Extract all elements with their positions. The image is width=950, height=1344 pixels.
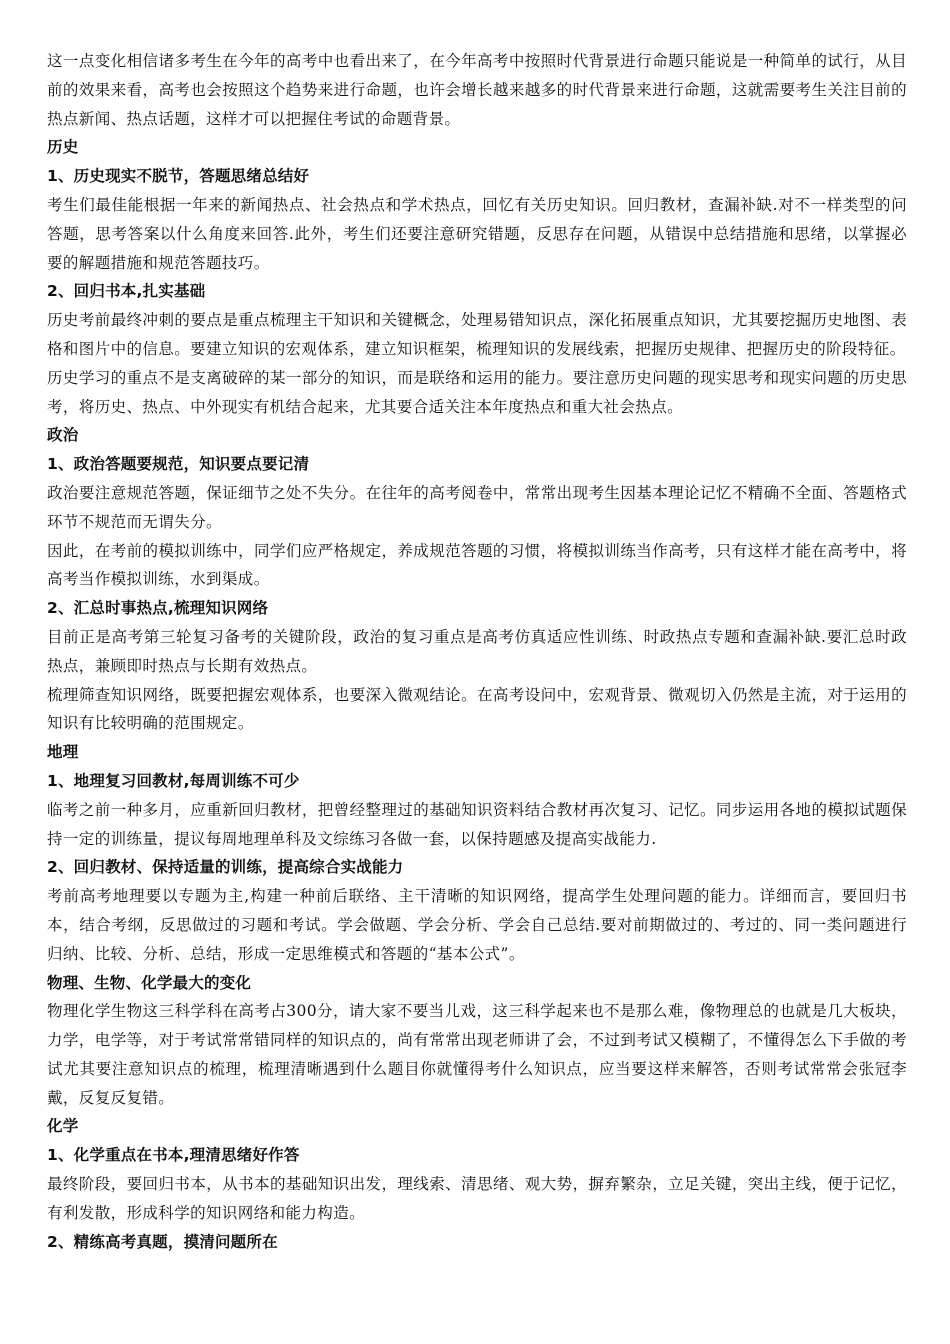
- paragraph-history-1: 考生们最佳能根据一年来的新闻热点、社会热点和学术热点，回忆有关历史知识。回归教材，查漏补缺.对不一样类型的问答题，思考答案以什么角度来回答.此外，考生们还要注意研究错题，反思存在问题，从错误中总结措施和思绪，以掌握必要的解题措施和规范答题技巧。: [47, 195, 907, 272]
- subheading-geography-2: 2、回归教材、保持适量的训练，提高综合实战能力: [47, 858, 404, 877]
- subheading-chemistry-2: 2、精练高考真题，摸清问题所在: [47, 1232, 278, 1251]
- subheading-history-2: 2、回归书本,扎实基础: [47, 282, 206, 301]
- section-heading-politics: 政治: [47, 426, 79, 445]
- paragraph-politics-1a: 政治要注意规范答题，保证细节之处不失分。在往年的高考阅卷中，常常出现考生因基本理论记忆不精确不全面、答题格式环节不规范而无谓失分。: [47, 483, 907, 531]
- paragraph-chemistry-1: 最终阶段，要回归书本，从书本的基础知识出发，理线索、清思绪、观大势，摒弃繁杂，立足关键，突出主线，便于记忆，有利发散，形成科学的知识网络和能力构造。: [47, 1175, 907, 1222]
- paragraph-sciences: 物理化学生物这三科学科在高考占300分，请大家不要当儿戏，这三科学起来也不是那么难，像物理总的也就是几大板块，力学，电学等，对于考试常常错同样的知识点的，尚有常常出现老师讲了会，不过到考试又模糊了，不懂得怎么下手做的考试尤其要注意知识点的梳理，梳理清晰遇到什么题目你就懂得考什么知识点，应当要这样来解答，否则考试常常会张冠李戴，反复反复错。: [47, 1002, 907, 1107]
- subheading-chemistry-1: 1、化学重点在书本,理清思绪好作答: [47, 1146, 300, 1165]
- subheading-politics-2: 2、汇总时事热点,梳理知识网络: [47, 599, 269, 618]
- paragraph-politics-2b: 梳理筛查知识网络，既要把握宏观体系，也要深入微观结论。在高考设问中，宏观背景、微观切入仍然是主流，对于运用的知识有比较明确的范围规定。: [47, 685, 907, 733]
- section-heading-history: 历史: [47, 138, 79, 157]
- subheading-history-1: 1、历史现实不脱节，答题思绪总结好: [47, 167, 310, 186]
- paragraph-history-2b: 历史学习的重点不是支离破碎的某一部分的知识，而是联络和运用的能力。要注意历史问题的现实思考和现实问题的历史思考，将历史、热点、中外现实有机结合起来，尤其要合适关注本年度热点和重大社会热点。: [47, 368, 907, 416]
- section-heading-sciences: 物理、生物、化学最大的变化: [47, 973, 252, 992]
- intro-paragraph: 这一点变化相信诸多考生在今年的高考中也看出来了，在今年高考中按照时代背景进行命题只能说是一种简单的试行，从目前的效果来看，高考也会按照这个趋势来进行命题，也许会增长越来越多的时代背景来进行命题，这就需要考生关注目前的热点新闻、热点话题，这样才可以把握住考试的命题背景。: [47, 52, 907, 128]
- document-body: [47, 47, 907, 1256]
- section-heading-chemistry: 化学: [47, 1117, 79, 1136]
- subheading-geography-1: 1、地理复习回教材,每周训练不可少: [47, 771, 300, 790]
- paragraph-history-2a: 历史考前最终冲刺的要点是重点梳理主干知识和关键概念，处理易错知识点，深化拓展重点知识，尤其要挖掘历史地图、表格和图片中的信息。要建立知识的宏观体系，建立知识框架，梳理知识的发展线索，把握历史规律、把握历史的阶段特征。: [47, 311, 907, 358]
- paragraph-politics-1b: 因此，在考前的模拟训练中，同学们应严格规定，养成规范答题的习惯，将模拟训练当作高考，只有这样才能在高考中，将高考当作模拟训练，水到渠成。: [47, 541, 907, 589]
- paragraph-geography-1: 临考之前一种多月，应重新回归教材，把曾经整理过的基础知识资料结合教材再次复习、记忆。同步运用各地的模拟试题保持一定的训练量，提议每周地理单科及文综练习各做一套，以保持题感及提高实战能力.: [47, 800, 907, 848]
- paragraph-politics-2a: 目前正是高考第三轮复习备考的关键阶段，政治的复习重点是高考仿真适应性训练、时政热点专题和查漏补缺.要汇总时政热点，兼顾即时热点与长期有效热点。: [47, 627, 907, 675]
- subheading-politics-1: 1、政治答题要规范，知识要点要记清: [47, 455, 310, 474]
- paragraph-geography-2: 考前高考地理要以专题为主,构建一种前后联络、主干清晰的知识网络，提高学生处理问题的能力。详细而言，要回归书本，结合考纲，反思做过的习题和考试。学会做题、学会分析、学会自己总结.要对前期做过的、考过的、同一类问题进行归纳、比较、分析、总结，形成一定思维模式和答题的“基本公式”。: [47, 887, 907, 963]
- section-heading-geography: 地理: [47, 743, 79, 762]
